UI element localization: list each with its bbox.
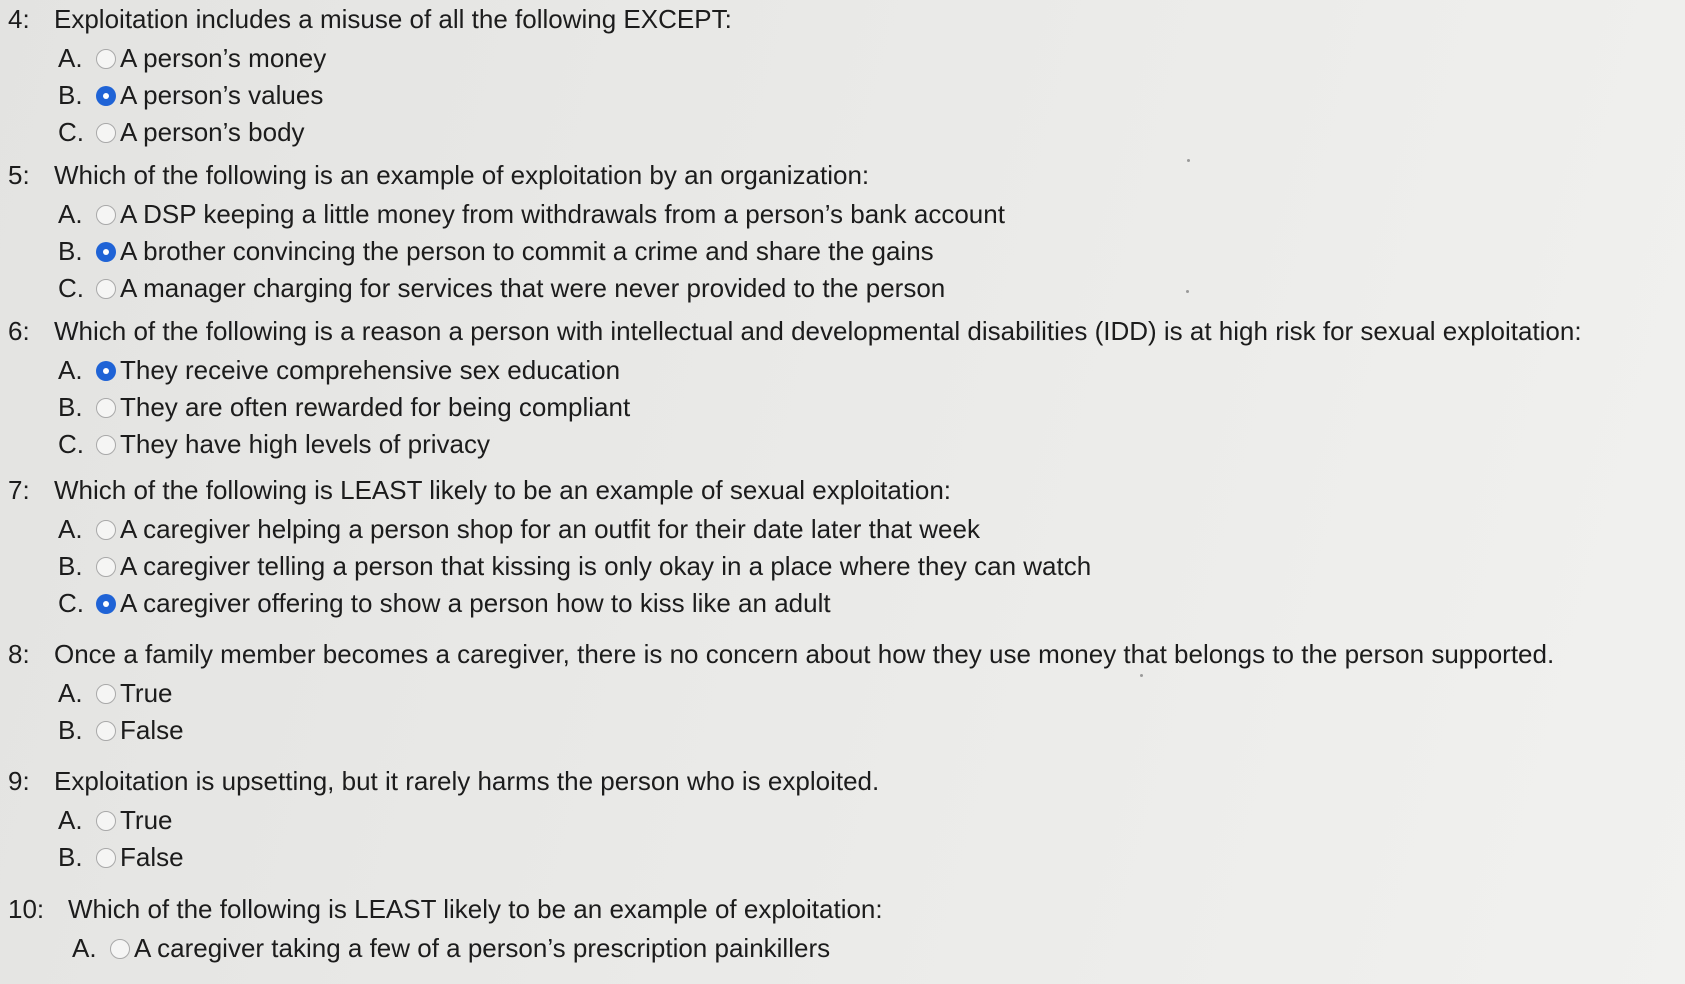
option-6c[interactable]: [8, 426, 1683, 463]
option-text: A person’s body: [120, 117, 305, 147]
question-text: Exploitation is upsetting, but it rarely harms the person who is exploited.: [54, 766, 880, 796]
answer-options: [8, 802, 1683, 876]
option-text: A caregiver helping a person shop for an outfit for their date later that week: [120, 514, 980, 544]
question-text: Once a family member becomes a caregiver, there is no concern about how they use money that belongs to the person supported.: [54, 639, 1555, 669]
option-letter: A.: [58, 514, 83, 544]
question-header: [8, 314, 1683, 348]
option-letter: C.: [58, 588, 84, 618]
option-4c[interactable]: [8, 114, 1683, 151]
screen-speck: [1187, 159, 1190, 162]
answer-options: [8, 196, 1683, 307]
radio-button[interactable]: [96, 721, 116, 741]
answer-options: [8, 352, 1683, 463]
option-text: They are often rewarded for being compliant: [120, 392, 631, 422]
option-5b[interactable]: [8, 233, 1683, 270]
radio-button[interactable]: [110, 939, 130, 959]
option-text: A manager charging for services that were never provided to the person: [120, 273, 946, 303]
option-letter: C.: [58, 429, 84, 459]
question-header: [8, 637, 1683, 671]
question-header: [8, 473, 1683, 507]
radio-button[interactable]: [96, 435, 116, 455]
question-text: Which of the following is a reason a person with intellectual and developmental disabilities (IDD) is at high risk for sexual exploitation:: [54, 316, 1582, 346]
question-text: Which of the following is an example of exploitation by an organization:: [54, 160, 870, 190]
radio-button[interactable]: [96, 49, 116, 69]
option-letter: B.: [58, 551, 83, 581]
option-letter: C.: [58, 273, 84, 303]
option-letter: B.: [58, 80, 83, 110]
question-number: 6:: [8, 316, 30, 346]
radio-button[interactable]: [96, 811, 116, 831]
option-text: A person’s money: [120, 43, 327, 73]
option-4b[interactable]: [8, 77, 1683, 114]
option-6b[interactable]: [8, 389, 1683, 426]
option-letter: B.: [58, 842, 83, 872]
option-text: A caregiver telling a person that kissing is only okay in a place where they can watch: [120, 551, 1092, 581]
option-8a[interactable]: [8, 675, 1683, 712]
radio-button[interactable]: [96, 205, 116, 225]
option-8b[interactable]: [8, 712, 1683, 749]
question-number: 8:: [8, 639, 30, 669]
option-text: False: [120, 715, 184, 745]
question-text: Which of the following is LEAST likely to be an example of exploitation:: [68, 894, 883, 924]
option-5a[interactable]: [8, 196, 1683, 233]
answer-options: [8, 930, 1683, 967]
option-5c[interactable]: [8, 270, 1683, 307]
screen-speck: [1186, 290, 1189, 293]
option-text: True: [120, 805, 173, 835]
radio-button-selected[interactable]: [96, 594, 116, 614]
option-text: They have high levels of privacy: [120, 429, 490, 459]
question-number: 7:: [8, 475, 30, 505]
question-header: [8, 158, 1683, 192]
radio-button-selected[interactable]: [96, 361, 116, 381]
option-9b[interactable]: [8, 839, 1683, 876]
option-letter: B.: [58, 392, 83, 422]
option-letter: A.: [58, 199, 83, 229]
radio-button[interactable]: [96, 848, 116, 868]
question-number: 10:: [8, 894, 45, 924]
question-number: 9:: [8, 766, 30, 796]
option-text: A DSP keeping a little money from withdrawals from a person’s bank account: [120, 199, 1005, 229]
question-7: [8, 473, 1683, 622]
option-letter: A.: [58, 355, 83, 385]
question-header: [8, 764, 1683, 798]
radio-button[interactable]: [96, 520, 116, 540]
question-text: Exploitation includes a misuse of all the following EXCEPT:: [54, 4, 732, 34]
option-7b[interactable]: [8, 548, 1683, 585]
option-letter: A.: [58, 678, 83, 708]
option-text: A brother convincing the person to commit a crime and share the gains: [120, 236, 934, 266]
option-text: A person’s values: [120, 80, 324, 110]
question-5: [8, 158, 1683, 307]
answer-options: [8, 40, 1683, 151]
option-letter: B.: [58, 715, 83, 745]
option-text: A caregiver taking a few of a person’s prescription painkillers: [134, 933, 831, 963]
option-text: They receive comprehensive sex education: [120, 355, 621, 385]
screen-speck: [1140, 674, 1143, 677]
option-letter: B.: [58, 236, 83, 266]
option-letter: C.: [58, 117, 84, 147]
option-7c[interactable]: [8, 585, 1683, 622]
answer-options: [8, 675, 1683, 749]
option-10a[interactable]: [8, 930, 1683, 967]
option-9a[interactable]: [8, 802, 1683, 839]
option-text: A caregiver offering to show a person how to kiss like an adult: [120, 588, 831, 618]
option-letter: A.: [58, 43, 83, 73]
question-number: 5:: [8, 160, 30, 190]
radio-button[interactable]: [96, 398, 116, 418]
radio-button-selected[interactable]: [96, 86, 116, 106]
option-letter: A.: [58, 805, 83, 835]
question-9: [8, 764, 1683, 876]
question-header: [8, 2, 1683, 36]
question-4: [8, 2, 1683, 151]
question-10: [8, 892, 1683, 967]
option-letter: A.: [72, 933, 97, 963]
question-number: 4:: [8, 4, 30, 34]
radio-button[interactable]: [96, 684, 116, 704]
question-header: [8, 892, 1683, 926]
option-7a[interactable]: [8, 511, 1683, 548]
question-6: [8, 314, 1683, 463]
radio-button[interactable]: [96, 279, 116, 299]
radio-button[interactable]: [96, 123, 116, 143]
answer-options: [8, 511, 1683, 622]
option-4a[interactable]: [8, 40, 1683, 77]
option-6a[interactable]: [8, 352, 1683, 389]
radio-button[interactable]: [96, 557, 116, 577]
question-text: Which of the following is LEAST likely to be an example of sexual exploitation:: [54, 475, 951, 505]
question-8: [8, 637, 1683, 749]
radio-button-selected[interactable]: [96, 242, 116, 262]
option-text: False: [120, 842, 184, 872]
option-text: True: [120, 678, 173, 708]
